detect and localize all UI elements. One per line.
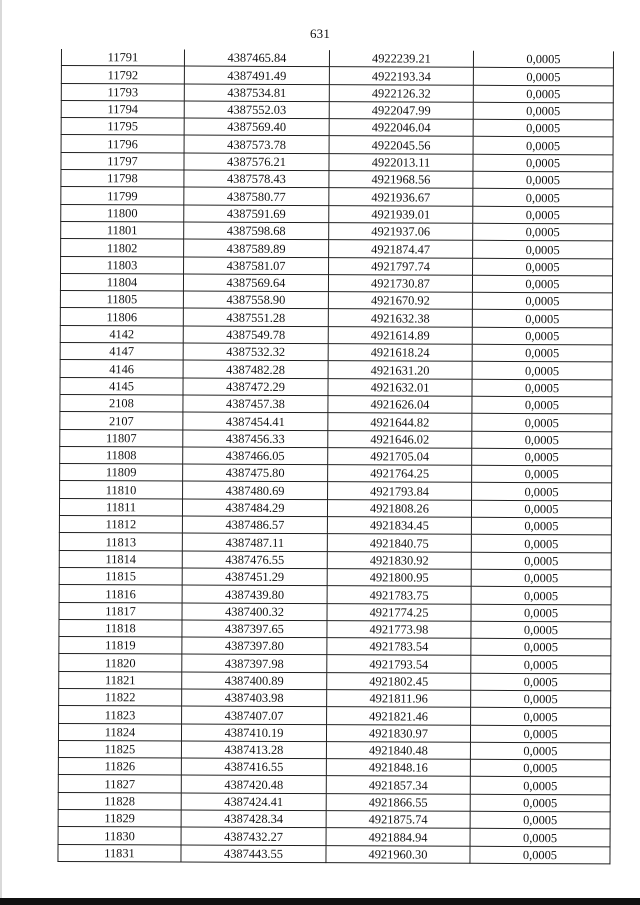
value-cell: 0,0005 [473, 171, 613, 189]
point-number-cell: 11806 [60, 308, 183, 326]
value-cell: 0,0005 [472, 465, 612, 483]
scan-bottom-border [0, 898, 640, 905]
y-coordinate-cell: 4921793.54 [327, 655, 471, 673]
point-number-cell: 11810 [60, 481, 183, 499]
x-coordinate-cell: 4387573.78 [184, 136, 329, 154]
y-coordinate-cell: 4921830.92 [327, 551, 471, 569]
point-number-cell: 11792 [61, 66, 184, 84]
y-coordinate-cell: 4921968.56 [329, 171, 473, 189]
y-coordinate-cell: 4921670.92 [328, 292, 472, 310]
value-cell: 0,0005 [473, 68, 613, 86]
x-coordinate-cell: 4387569.40 [184, 118, 329, 136]
y-coordinate-cell: 4921783.75 [327, 586, 471, 604]
value-cell: 0,0005 [471, 569, 611, 587]
x-coordinate-cell: 4387457.38 [183, 395, 328, 413]
y-coordinate-cell: 4921764.25 [328, 465, 472, 483]
value-cell: 0,0005 [471, 708, 611, 726]
value-cell: 0,0005 [473, 154, 613, 172]
x-coordinate-cell: 4387397.65 [182, 620, 327, 638]
y-coordinate-cell: 4921802.45 [327, 672, 471, 690]
point-number-cell: 11825 [58, 740, 181, 758]
y-coordinate-cell: 4921937.06 [329, 223, 473, 241]
point-number-cell: 11813 [59, 533, 182, 551]
value-cell: 0,0005 [470, 742, 610, 760]
y-coordinate-cell: 4922193.34 [329, 67, 473, 85]
point-number-cell: 11821 [59, 671, 182, 689]
x-coordinate-cell: 4387558.90 [183, 291, 328, 309]
point-number-cell: 11804 [60, 273, 183, 291]
point-number-cell: 11824 [58, 723, 181, 741]
y-coordinate-cell: 4921830.97 [326, 724, 470, 742]
x-coordinate-cell: 4387598.68 [184, 222, 329, 240]
point-number-cell: 11812 [59, 516, 182, 534]
value-cell: 0,0005 [470, 811, 610, 829]
y-coordinate-cell: 4922047.99 [329, 102, 473, 120]
value-cell: 0,0005 [472, 448, 612, 466]
x-coordinate-cell: 4387397.98 [182, 654, 327, 672]
page-number: 631 [309, 26, 331, 41]
y-coordinate-cell: 4921857.34 [326, 776, 470, 794]
point-number-cell: 11800 [61, 204, 184, 222]
value-cell: 0,0005 [472, 275, 612, 293]
point-number-cell: 2107 [60, 412, 183, 430]
y-coordinate-cell: 4921960.30 [326, 845, 470, 863]
x-coordinate-cell: 4387581.07 [184, 257, 329, 275]
y-coordinate-cell: 4921618.24 [328, 344, 472, 362]
y-coordinate-cell: 4921866.55 [326, 793, 470, 811]
value-cell: 0,0005 [473, 258, 613, 276]
x-coordinate-cell: 4387487.11 [182, 533, 327, 551]
y-coordinate-cell: 4921808.26 [327, 499, 471, 517]
y-coordinate-cell: 4922013.11 [329, 153, 473, 171]
value-cell: 0,0005 [470, 759, 610, 777]
y-coordinate-cell: 4921632.01 [328, 378, 472, 396]
point-number-cell: 2108 [60, 394, 183, 412]
coordinates-table-body [58, 49, 614, 864]
point-number-cell: 11791 [61, 49, 184, 66]
value-cell: 0,0005 [472, 310, 612, 328]
y-coordinate-cell: 4922239.21 [329, 50, 473, 67]
value-cell: 0,0005 [471, 604, 611, 622]
value-cell: 0,0005 [472, 431, 612, 449]
value-cell: 0,0005 [472, 414, 612, 432]
value-cell: 0,0005 [473, 189, 613, 207]
point-number-cell: 11817 [59, 602, 182, 620]
point-number-cell: 4147 [60, 343, 183, 361]
point-number-cell: 11826 [58, 758, 181, 776]
x-coordinate-cell: 4387482.28 [183, 360, 328, 378]
value-cell: 0,0005 [471, 552, 611, 570]
y-coordinate-cell: 4921884.94 [326, 828, 470, 846]
x-coordinate-cell: 4387400.32 [182, 603, 327, 621]
value-cell: 0,0005 [473, 102, 613, 120]
point-number-cell: 11808 [60, 446, 183, 464]
value-cell: 0,0005 [470, 725, 610, 743]
x-coordinate-cell: 4387403.98 [182, 689, 327, 707]
point-number-cell: 11798 [61, 170, 184, 188]
scan-left-edge [0, 0, 2, 905]
point-number-cell: 11827 [58, 775, 181, 793]
point-number-cell: 11809 [60, 464, 183, 482]
x-coordinate-cell: 4387472.29 [183, 378, 328, 396]
x-coordinate-cell: 4387416.55 [181, 758, 326, 776]
y-coordinate-cell: 4921936.67 [329, 188, 473, 206]
value-cell: 0,0005 [472, 379, 612, 397]
point-number-cell: 11803 [61, 256, 184, 274]
x-coordinate-cell: 4387578.43 [184, 170, 329, 188]
y-coordinate-cell: 4921793.84 [328, 482, 472, 500]
x-coordinate-cell: 4387486.57 [182, 516, 327, 534]
point-number-cell: 11816 [59, 585, 182, 603]
x-coordinate-cell: 4387484.29 [182, 499, 327, 517]
value-cell: 0,0005 [473, 51, 613, 68]
value-cell: 0,0005 [470, 794, 610, 812]
x-coordinate-cell: 4387591.69 [184, 205, 329, 223]
point-number-cell: 11802 [61, 239, 184, 257]
point-number-cell: 11805 [60, 291, 183, 309]
value-cell: 0,0005 [470, 829, 610, 847]
x-coordinate-cell: 4387400.89 [182, 672, 327, 690]
x-coordinate-cell: 4387451.29 [182, 568, 327, 586]
point-number-cell: 11815 [59, 567, 182, 585]
x-coordinate-cell: 4387549.78 [183, 326, 328, 344]
x-coordinate-cell: 4387551.28 [183, 308, 328, 326]
x-coordinate-cell: 4387428.34 [181, 810, 326, 828]
point-number-cell: 11831 [58, 844, 181, 862]
x-coordinate-cell: 4387443.55 [181, 845, 326, 863]
point-number-cell: 11820 [59, 654, 182, 672]
x-coordinate-cell: 4387432.27 [181, 827, 326, 845]
x-coordinate-cell: 4387476.55 [182, 551, 327, 569]
point-number-cell: 11807 [60, 429, 183, 447]
value-cell: 0,0005 [473, 137, 613, 155]
x-coordinate-cell: 4387576.21 [184, 153, 329, 171]
point-number-cell: 11829 [58, 810, 181, 828]
y-coordinate-cell: 4921631.20 [328, 361, 472, 379]
x-coordinate-cell: 4387491.49 [184, 66, 329, 84]
y-coordinate-cell: 4921939.01 [329, 205, 473, 223]
x-coordinate-cell: 4387465.84 [184, 50, 329, 67]
value-cell: 0,0005 [471, 586, 611, 604]
x-coordinate-cell: 4387410.19 [181, 724, 326, 742]
point-number-cell: 11793 [61, 83, 184, 101]
y-coordinate-cell: 4921840.48 [326, 742, 470, 760]
y-coordinate-cell: 4921848.16 [326, 759, 470, 777]
value-cell: 0,0005 [471, 535, 611, 553]
y-coordinate-cell: 4922126.32 [329, 84, 473, 102]
value-cell: 0,0005 [473, 206, 613, 224]
x-coordinate-cell: 4387397.80 [182, 637, 327, 655]
value-cell: 0,0005 [471, 500, 611, 518]
value-cell: 0,0005 [473, 223, 613, 241]
point-number-cell: 11801 [61, 221, 184, 239]
x-coordinate-cell: 4387480.69 [183, 481, 328, 499]
point-number-cell: 11830 [58, 827, 181, 845]
point-number-cell: 11819 [59, 637, 182, 655]
y-coordinate-cell: 4921840.75 [327, 534, 471, 552]
y-coordinate-cell: 4922046.04 [329, 119, 473, 137]
y-coordinate-cell: 4921773.98 [327, 620, 471, 638]
point-number-cell: 11823 [59, 706, 182, 724]
coordinates-table-container [57, 49, 614, 864]
y-coordinate-cell: 4921821.46 [327, 707, 471, 725]
value-cell: 0,0005 [471, 638, 611, 656]
value-cell: 0,0005 [473, 85, 613, 103]
y-coordinate-cell: 4922045.56 [329, 136, 473, 154]
point-number-cell: 11795 [61, 118, 184, 136]
x-coordinate-cell: 4387532.32 [183, 343, 328, 361]
y-coordinate-cell: 4921834.45 [327, 517, 471, 535]
y-coordinate-cell: 4921646.02 [328, 430, 472, 448]
point-number-cell: 11797 [61, 152, 184, 170]
y-coordinate-cell: 4921632.38 [328, 309, 472, 327]
y-coordinate-cell: 4921614.89 [328, 326, 472, 344]
point-number-cell: 11822 [59, 688, 182, 706]
y-coordinate-cell: 4921626.04 [328, 396, 472, 414]
value-cell: 0,0005 [471, 656, 611, 674]
y-coordinate-cell: 4921774.25 [327, 603, 471, 621]
value-cell: 0,0005 [472, 483, 612, 501]
point-number-cell: 11828 [58, 792, 181, 810]
x-coordinate-cell: 4387424.41 [181, 793, 326, 811]
value-cell: 0,0005 [471, 690, 611, 708]
x-coordinate-cell: 4387454.41 [183, 412, 328, 430]
value-cell: 0,0005 [472, 344, 612, 362]
value-cell: 0,0005 [471, 673, 611, 691]
x-coordinate-cell: 4387552.03 [184, 101, 329, 119]
x-coordinate-cell: 4387569.64 [183, 274, 328, 292]
point-number-cell: 11814 [59, 550, 182, 568]
point-number-cell: 4145 [60, 377, 183, 395]
x-coordinate-cell: 4387475.80 [183, 464, 328, 482]
value-cell: 0,0005 [472, 362, 612, 380]
x-coordinate-cell: 4387466.05 [183, 447, 328, 465]
value-cell: 0,0005 [471, 517, 611, 535]
x-coordinate-cell: 4387413.28 [181, 741, 326, 759]
y-coordinate-cell: 4921705.04 [328, 447, 472, 465]
y-coordinate-cell: 4921800.95 [327, 569, 471, 587]
x-coordinate-cell: 4387534.81 [184, 84, 329, 102]
value-cell: 0,0005 [470, 846, 610, 864]
y-coordinate-cell: 4921644.82 [328, 413, 472, 431]
x-coordinate-cell: 4387589.89 [184, 239, 329, 257]
value-cell: 0,0005 [470, 777, 610, 795]
y-coordinate-cell: 4921874.47 [329, 240, 473, 258]
y-coordinate-cell: 4921811.96 [327, 690, 471, 708]
x-coordinate-cell: 4387407.07 [182, 706, 327, 724]
value-cell: 0,0005 [471, 621, 611, 639]
y-coordinate-cell: 4921875.74 [326, 811, 470, 829]
coordinates-table [57, 49, 614, 864]
value-cell: 0,0005 [473, 119, 613, 137]
value-cell: 0,0005 [472, 396, 612, 414]
x-coordinate-cell: 4387420.48 [181, 776, 326, 794]
value-cell: 0,0005 [472, 327, 612, 345]
point-number-cell: 4142 [60, 325, 183, 343]
y-coordinate-cell: 4921730.87 [328, 275, 472, 293]
y-coordinate-cell: 4921783.54 [327, 638, 471, 656]
point-number-cell: 11796 [61, 135, 184, 153]
y-coordinate-cell: 4921797.74 [329, 257, 473, 275]
point-number-cell: 11818 [59, 619, 182, 637]
value-cell: 0,0005 [472, 292, 612, 310]
x-coordinate-cell: 4387456.33 [183, 430, 328, 448]
x-coordinate-cell: 4387439.80 [182, 585, 327, 603]
value-cell: 0,0005 [473, 241, 613, 259]
point-number-cell: 4146 [60, 360, 183, 378]
table-row [58, 844, 610, 864]
point-number-cell: 11799 [61, 187, 184, 205]
point-number-cell: 11811 [59, 498, 182, 516]
x-coordinate-cell: 4387580.77 [184, 187, 329, 205]
point-number-cell: 11794 [61, 100, 184, 118]
